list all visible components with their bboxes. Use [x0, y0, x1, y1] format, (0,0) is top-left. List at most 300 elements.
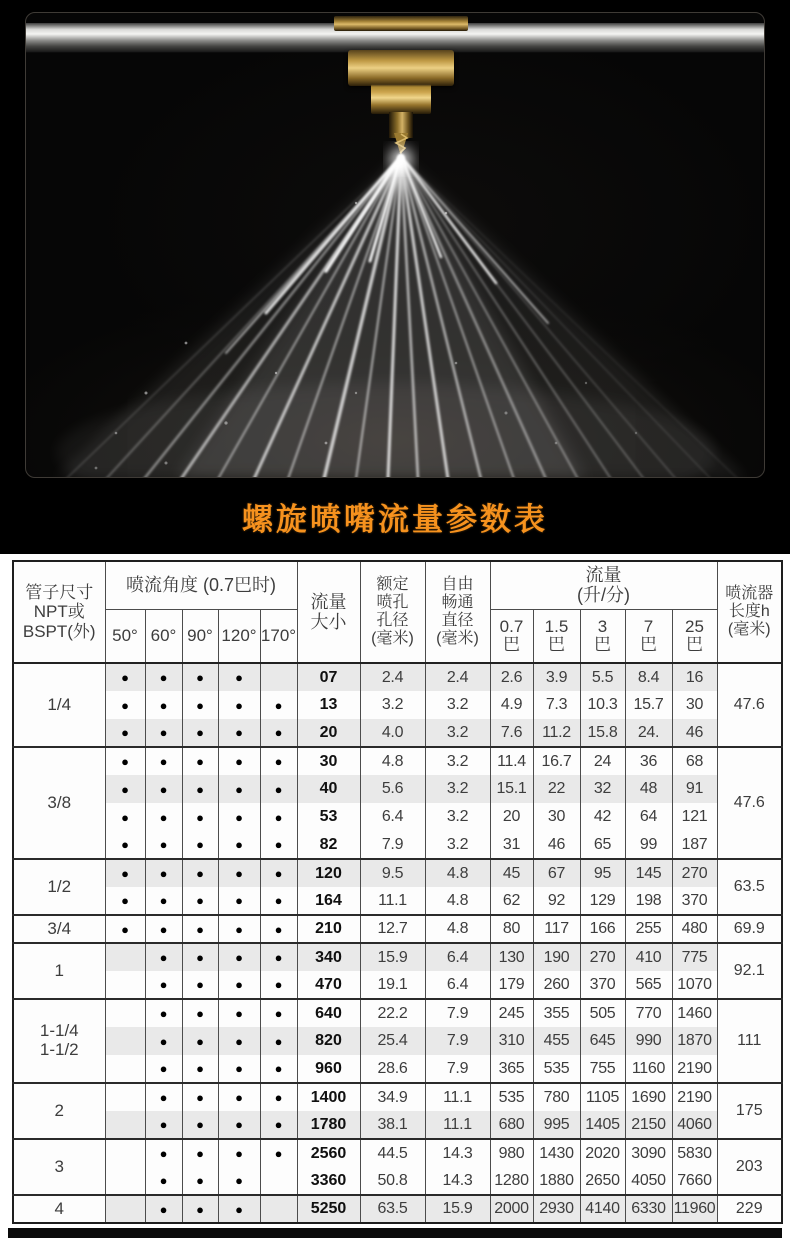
- flow-value-cell: 6330: [625, 1195, 672, 1223]
- angle-dot-cell: ●: [145, 1167, 182, 1195]
- table-row: [13, 999, 782, 1027]
- free-passage-cell: 11.1: [425, 1083, 490, 1111]
- angle-dot-cell: ●: [182, 803, 218, 831]
- flow-value-cell: 15.7: [625, 691, 672, 719]
- free-passage-cell: 3.2: [425, 775, 490, 803]
- flow-value-cell: 980: [490, 1139, 533, 1167]
- angle-dot-cell: [260, 1167, 297, 1195]
- flow-size-cell: 960: [297, 1055, 360, 1083]
- table-row: [13, 1139, 782, 1167]
- flow-value-cell: 48: [625, 775, 672, 803]
- flow-value-cell: 1105: [580, 1083, 625, 1111]
- table-row: [13, 663, 782, 691]
- table-row: [13, 775, 782, 803]
- angle-dot-cell: ●: [182, 999, 218, 1027]
- flow-value-cell: 2650: [580, 1167, 625, 1195]
- angle-dot-cell: ●: [218, 859, 260, 887]
- flow-value-cell: 1405: [580, 1111, 625, 1139]
- orifice-cell: 25.4: [360, 1027, 425, 1055]
- angle-dot-cell: ●: [260, 775, 297, 803]
- table-row: [13, 831, 782, 859]
- header-pipe-size: 管子尺寸 NPT或 BSPT(外): [13, 561, 105, 663]
- flow-value-cell: 2150: [625, 1111, 672, 1139]
- angle-dot-cell: ●: [182, 859, 218, 887]
- angle-dot-cell: ●: [182, 1083, 218, 1111]
- angle-dot-cell: ●: [145, 803, 182, 831]
- angle-dot-cell: ●: [260, 831, 297, 859]
- free-passage-cell: 4.8: [425, 915, 490, 943]
- header-free-passage-diameter: 自由 畅通 直径 (毫米): [425, 561, 490, 663]
- pipe-size-label: 3: [13, 1139, 105, 1195]
- angle-dot-cell: ●: [260, 999, 297, 1027]
- flow-value-cell: 4140: [580, 1195, 625, 1223]
- angle-dot-cell: ●: [145, 1083, 182, 1111]
- header-pressure: 1.5 巴: [533, 609, 580, 663]
- flow-value-cell: 187: [672, 831, 717, 859]
- orifice-cell: 63.5: [360, 1195, 425, 1223]
- angle-dot-cell: ●: [182, 1111, 218, 1139]
- sprayer-length-cell: 175: [717, 1083, 782, 1139]
- flow-value-cell: 92: [533, 887, 580, 915]
- flow-value-cell: 1880: [533, 1167, 580, 1195]
- angle-dot-cell: ●: [182, 747, 218, 775]
- flow-size-cell: 53: [297, 803, 360, 831]
- angle-dot-cell: ●: [105, 719, 145, 747]
- angle-dot-cell: [105, 999, 145, 1027]
- sprayer-length-cell: 92.1: [717, 943, 782, 999]
- flow-value-cell: 46: [672, 719, 717, 747]
- orifice-cell: 38.1: [360, 1111, 425, 1139]
- angle-dot-cell: [105, 943, 145, 971]
- angle-dot-cell: ●: [260, 1055, 297, 1083]
- orifice-cell: 44.5: [360, 1139, 425, 1167]
- angle-dot-cell: ●: [182, 719, 218, 747]
- flow-size-cell: 640: [297, 999, 360, 1027]
- header-angle: 120°: [218, 609, 260, 663]
- flow-value-cell: 16: [672, 663, 717, 691]
- angle-dot-cell: ●: [260, 803, 297, 831]
- angle-dot-cell: ●: [218, 831, 260, 859]
- flow-size-cell: 13: [297, 691, 360, 719]
- flow-value-cell: 310: [490, 1027, 533, 1055]
- angle-dot-cell: ●: [182, 691, 218, 719]
- flow-value-cell: 10.3: [580, 691, 625, 719]
- flow-value-cell: 2020: [580, 1139, 625, 1167]
- flow-value-cell: 67: [533, 859, 580, 887]
- bottom-divider: [8, 1228, 782, 1238]
- angle-dot-cell: ●: [218, 1195, 260, 1223]
- flow-value-cell: 7.6: [490, 719, 533, 747]
- orifice-cell: 50.8: [360, 1167, 425, 1195]
- angle-dot-cell: [105, 1083, 145, 1111]
- flow-value-cell: 36: [625, 747, 672, 775]
- table-row: [13, 747, 782, 775]
- angle-dot-cell: ●: [145, 915, 182, 943]
- sprayer-length-cell: 69.9: [717, 915, 782, 943]
- free-passage-cell: 3.2: [425, 803, 490, 831]
- flow-value-cell: 91: [672, 775, 717, 803]
- flow-value-cell: 410: [625, 943, 672, 971]
- flow-value-cell: 95: [580, 859, 625, 887]
- angle-dot-cell: [105, 1027, 145, 1055]
- angle-dot-cell: [260, 663, 297, 691]
- angle-dot-cell: ●: [182, 1167, 218, 1195]
- flow-value-cell: 255: [625, 915, 672, 943]
- pipe-size-label: 2: [13, 1083, 105, 1139]
- angle-dot-cell: ●: [182, 1027, 218, 1055]
- angle-dot-cell: ●: [260, 747, 297, 775]
- angle-dot-cell: ●: [105, 803, 145, 831]
- flow-size-cell: 210: [297, 915, 360, 943]
- flow-value-cell: 1280: [490, 1167, 533, 1195]
- angle-dot-cell: ●: [218, 887, 260, 915]
- flow-value-cell: 355: [533, 999, 580, 1027]
- header-angle: 170°: [260, 609, 297, 663]
- angle-dot-cell: ●: [105, 747, 145, 775]
- angle-dot-cell: ●: [218, 999, 260, 1027]
- orifice-cell: 5.6: [360, 775, 425, 803]
- flow-value-cell: 31: [490, 831, 533, 859]
- flow-value-cell: 16.7: [533, 747, 580, 775]
- angle-dot-cell: ●: [218, 719, 260, 747]
- header-flow-rate: 流量 (升/分): [490, 561, 717, 609]
- sprayer-length-cell: 63.5: [717, 859, 782, 915]
- header-angle: 90°: [182, 609, 218, 663]
- flow-value-cell: 11960: [672, 1195, 717, 1223]
- header-angle: 50°: [105, 609, 145, 663]
- flow-value-cell: 535: [490, 1083, 533, 1111]
- photo-frame: [25, 12, 765, 478]
- table-row: [13, 915, 782, 943]
- angle-dot-cell: ●: [145, 831, 182, 859]
- flow-value-cell: 260: [533, 971, 580, 999]
- flow-value-cell: 2190: [672, 1055, 717, 1083]
- flow-size-cell: 2560: [297, 1139, 360, 1167]
- angle-dot-cell: ●: [218, 943, 260, 971]
- flow-size-cell: 20: [297, 719, 360, 747]
- flow-value-cell: 680: [490, 1111, 533, 1139]
- sprayer-length-cell: 47.6: [717, 747, 782, 859]
- flow-value-cell: 22: [533, 775, 580, 803]
- flow-value-cell: 1430: [533, 1139, 580, 1167]
- flow-value-cell: 370: [580, 971, 625, 999]
- angle-dot-cell: ●: [218, 775, 260, 803]
- flow-value-cell: 5.5: [580, 663, 625, 691]
- flow-value-cell: 30: [672, 691, 717, 719]
- angle-dot-cell: ●: [182, 1139, 218, 1167]
- flow-parameters-table: [12, 560, 783, 1224]
- angle-dot-cell: ●: [145, 1027, 182, 1055]
- angle-dot-cell: ●: [105, 887, 145, 915]
- orifice-cell: 3.2: [360, 691, 425, 719]
- header-orifice-diameter: 额定 喷孔 孔径 (毫米): [360, 561, 425, 663]
- angle-dot-cell: [105, 971, 145, 999]
- free-passage-cell: 14.3: [425, 1167, 490, 1195]
- pipe-size-label: 3/8: [13, 747, 105, 859]
- flow-value-cell: 7660: [672, 1167, 717, 1195]
- angle-dot-cell: ●: [145, 719, 182, 747]
- sprayer-length-cell: 203: [717, 1139, 782, 1195]
- free-passage-cell: 6.4: [425, 971, 490, 999]
- flow-value-cell: 30: [533, 803, 580, 831]
- flow-size-cell: 120: [297, 859, 360, 887]
- flow-value-cell: 8.4: [625, 663, 672, 691]
- pipe-size-label: 3/4: [13, 915, 105, 943]
- angle-dot-cell: ●: [145, 999, 182, 1027]
- flow-value-cell: 15.1: [490, 775, 533, 803]
- free-passage-cell: 15.9: [425, 1195, 490, 1223]
- free-passage-cell: 7.9: [425, 1027, 490, 1055]
- free-passage-cell: 14.3: [425, 1139, 490, 1167]
- flow-value-cell: 270: [672, 859, 717, 887]
- flow-value-cell: 2000: [490, 1195, 533, 1223]
- free-passage-cell: 3.2: [425, 747, 490, 775]
- pipe-size-label: 1/2: [13, 859, 105, 915]
- orifice-cell: 19.1: [360, 971, 425, 999]
- table-row: [13, 803, 782, 831]
- pipe-size-label: 4: [13, 1195, 105, 1223]
- angle-dot-cell: ●: [260, 1139, 297, 1167]
- water-spray-graphic: [26, 13, 765, 478]
- flow-value-cell: 455: [533, 1027, 580, 1055]
- flow-value-cell: 245: [490, 999, 533, 1027]
- angle-dot-cell: ●: [105, 663, 145, 691]
- flow-value-cell: 4050: [625, 1167, 672, 1195]
- sprayer-length-cell: 111: [717, 999, 782, 1083]
- angle-dot-cell: ●: [218, 1167, 260, 1195]
- orifice-cell: 9.5: [360, 859, 425, 887]
- angle-dot-cell: ●: [145, 747, 182, 775]
- angle-dot-cell: ●: [182, 1055, 218, 1083]
- flow-value-cell: 32: [580, 775, 625, 803]
- angle-dot-cell: [105, 1195, 145, 1223]
- orifice-cell: 28.6: [360, 1055, 425, 1083]
- header-pressure: 0.7 巴: [490, 609, 533, 663]
- flow-size-cell: 820: [297, 1027, 360, 1055]
- flow-value-cell: 3090: [625, 1139, 672, 1167]
- flow-value-cell: 130: [490, 943, 533, 971]
- free-passage-cell: 7.9: [425, 1055, 490, 1083]
- angle-dot-cell: ●: [105, 691, 145, 719]
- flow-size-cell: 164: [297, 887, 360, 915]
- angle-dot-cell: ●: [218, 1111, 260, 1139]
- angle-dot-cell: ●: [218, 1083, 260, 1111]
- angle-dot-cell: ●: [260, 691, 297, 719]
- flow-size-cell: 1400: [297, 1083, 360, 1111]
- angle-dot-cell: [105, 1167, 145, 1195]
- pipe-size-label: 1/4: [13, 663, 105, 747]
- flow-value-cell: 990: [625, 1027, 672, 1055]
- flow-value-cell: 64: [625, 803, 672, 831]
- flow-value-cell: 780: [533, 1083, 580, 1111]
- flow-value-cell: 1460: [672, 999, 717, 1027]
- angle-dot-cell: [260, 1195, 297, 1223]
- flow-value-cell: 1870: [672, 1027, 717, 1055]
- flow-value-cell: 1070: [672, 971, 717, 999]
- flow-value-cell: 190: [533, 943, 580, 971]
- angle-dot-cell: ●: [218, 747, 260, 775]
- table-row: [13, 1111, 782, 1139]
- flow-value-cell: 20: [490, 803, 533, 831]
- flow-value-cell: 3.9: [533, 663, 580, 691]
- orifice-cell: 7.9: [360, 831, 425, 859]
- angle-dot-cell: ●: [218, 1139, 260, 1167]
- table-row: [13, 719, 782, 747]
- flow-value-cell: 62: [490, 887, 533, 915]
- flow-size-cell: 07: [297, 663, 360, 691]
- table-title: 螺旋喷嘴流量参数表: [242, 502, 548, 537]
- table-row: [13, 691, 782, 719]
- flow-value-cell: 24: [580, 747, 625, 775]
- flow-value-cell: 45: [490, 859, 533, 887]
- flow-value-cell: 15.8: [580, 719, 625, 747]
- orifice-cell: 2.4: [360, 663, 425, 691]
- free-passage-cell: 3.2: [425, 719, 490, 747]
- header-pressure: 25 巴: [672, 609, 717, 663]
- flow-size-cell: 82: [297, 831, 360, 859]
- angle-dot-cell: ●: [218, 663, 260, 691]
- flow-value-cell: 1690: [625, 1083, 672, 1111]
- flow-value-cell: 68: [672, 747, 717, 775]
- flow-value-cell: 4060: [672, 1111, 717, 1139]
- angle-dot-cell: ●: [105, 831, 145, 859]
- angle-dot-cell: ●: [182, 971, 218, 999]
- free-passage-cell: 6.4: [425, 943, 490, 971]
- table-row: [13, 971, 782, 999]
- free-passage-cell: 4.8: [425, 859, 490, 887]
- angle-dot-cell: ●: [145, 859, 182, 887]
- sprayer-length-cell: 47.6: [717, 663, 782, 747]
- angle-dot-cell: ●: [145, 663, 182, 691]
- flow-value-cell: 535: [533, 1055, 580, 1083]
- flow-value-cell: 2190: [672, 1083, 717, 1111]
- flow-value-cell: 995: [533, 1111, 580, 1139]
- free-passage-cell: 2.4: [425, 663, 490, 691]
- flow-value-cell: 46: [533, 831, 580, 859]
- table-row: [13, 1195, 782, 1223]
- angle-dot-cell: ●: [218, 971, 260, 999]
- flow-value-cell: 2930: [533, 1195, 580, 1223]
- flow-value-cell: 24.: [625, 719, 672, 747]
- angle-dot-cell: ●: [182, 887, 218, 915]
- flow-size-cell: 40: [297, 775, 360, 803]
- orifice-cell: 15.9: [360, 943, 425, 971]
- header-sprayer-length: 喷流器 长度h (毫米): [717, 561, 782, 663]
- angle-dot-cell: ●: [182, 775, 218, 803]
- flow-size-cell: 1780: [297, 1111, 360, 1139]
- free-passage-cell: 7.9: [425, 999, 490, 1027]
- flow-value-cell: 166: [580, 915, 625, 943]
- table-row: [13, 1167, 782, 1195]
- flow-value-cell: 117: [533, 915, 580, 943]
- flow-value-cell: 5830: [672, 1139, 717, 1167]
- angle-dot-cell: ●: [260, 859, 297, 887]
- flow-value-cell: 65: [580, 831, 625, 859]
- angle-dot-cell: ●: [182, 943, 218, 971]
- sprayer-length-cell: 229: [717, 1195, 782, 1223]
- header-angle: 60°: [145, 609, 182, 663]
- flow-value-cell: 80: [490, 915, 533, 943]
- flow-value-cell: 770: [625, 999, 672, 1027]
- angle-dot-cell: [105, 1139, 145, 1167]
- angle-dot-cell: ●: [260, 943, 297, 971]
- angle-dot-cell: ●: [145, 1139, 182, 1167]
- angle-dot-cell: ●: [182, 915, 218, 943]
- table-row: [13, 859, 782, 887]
- angle-dot-cell: [105, 1111, 145, 1139]
- free-passage-cell: 3.2: [425, 691, 490, 719]
- flow-value-cell: 145: [625, 859, 672, 887]
- angle-dot-cell: ●: [182, 663, 218, 691]
- angle-dot-cell: ●: [218, 1055, 260, 1083]
- angle-dot-cell: ●: [105, 915, 145, 943]
- flow-value-cell: 505: [580, 999, 625, 1027]
- flow-value-cell: 11.4: [490, 747, 533, 775]
- angle-dot-cell: [105, 1055, 145, 1083]
- angle-dot-cell: ●: [260, 1027, 297, 1055]
- angle-dot-cell: ●: [182, 831, 218, 859]
- flow-value-cell: 775: [672, 943, 717, 971]
- table-section: [0, 554, 790, 1224]
- header-pressure: 3 巴: [580, 609, 625, 663]
- flow-value-cell: 99: [625, 831, 672, 859]
- angle-dot-cell: ●: [145, 971, 182, 999]
- flow-value-cell: 129: [580, 887, 625, 915]
- flow-value-cell: 121: [672, 803, 717, 831]
- angle-dot-cell: ●: [105, 775, 145, 803]
- angle-dot-cell: ●: [145, 1111, 182, 1139]
- flow-size-cell: 470: [297, 971, 360, 999]
- angle-dot-cell: ●: [145, 775, 182, 803]
- table-row: [13, 887, 782, 915]
- angle-dot-cell: ●: [145, 1055, 182, 1083]
- flow-value-cell: 565: [625, 971, 672, 999]
- angle-dot-cell: ●: [145, 1195, 182, 1223]
- angle-dot-cell: ●: [182, 1195, 218, 1223]
- angle-dot-cell: ●: [105, 859, 145, 887]
- flow-value-cell: 1160: [625, 1055, 672, 1083]
- flow-value-cell: 7.3: [533, 691, 580, 719]
- angle-dot-cell: ●: [145, 943, 182, 971]
- table-row: [13, 1083, 782, 1111]
- free-passage-cell: 11.1: [425, 1111, 490, 1139]
- free-passage-cell: 3.2: [425, 831, 490, 859]
- header-flow-size: 流量 大小: [297, 561, 360, 663]
- table-row: [13, 1055, 782, 1083]
- flow-value-cell: 4.9: [490, 691, 533, 719]
- pipe-size-label: 1: [13, 943, 105, 999]
- orifice-cell: 22.2: [360, 999, 425, 1027]
- product-photo-section: [0, 0, 790, 554]
- flow-value-cell: 480: [672, 915, 717, 943]
- flow-value-cell: 179: [490, 971, 533, 999]
- angle-dot-cell: ●: [145, 887, 182, 915]
- header-spray-angle: 喷流角度 (0.7巴时): [105, 561, 297, 609]
- orifice-cell: 34.9: [360, 1083, 425, 1111]
- pipe-size-label: 1-1/4 1-1/2: [13, 999, 105, 1083]
- orifice-cell: 11.1: [360, 887, 425, 915]
- orifice-cell: 4.0: [360, 719, 425, 747]
- angle-dot-cell: ●: [218, 915, 260, 943]
- table-row: [13, 1027, 782, 1055]
- flow-size-cell: 3360: [297, 1167, 360, 1195]
- angle-dot-cell: ●: [218, 1027, 260, 1055]
- flow-size-cell: 340: [297, 943, 360, 971]
- flow-value-cell: 645: [580, 1027, 625, 1055]
- angle-dot-cell: ●: [260, 887, 297, 915]
- flow-value-cell: 370: [672, 887, 717, 915]
- orifice-cell: 12.7: [360, 915, 425, 943]
